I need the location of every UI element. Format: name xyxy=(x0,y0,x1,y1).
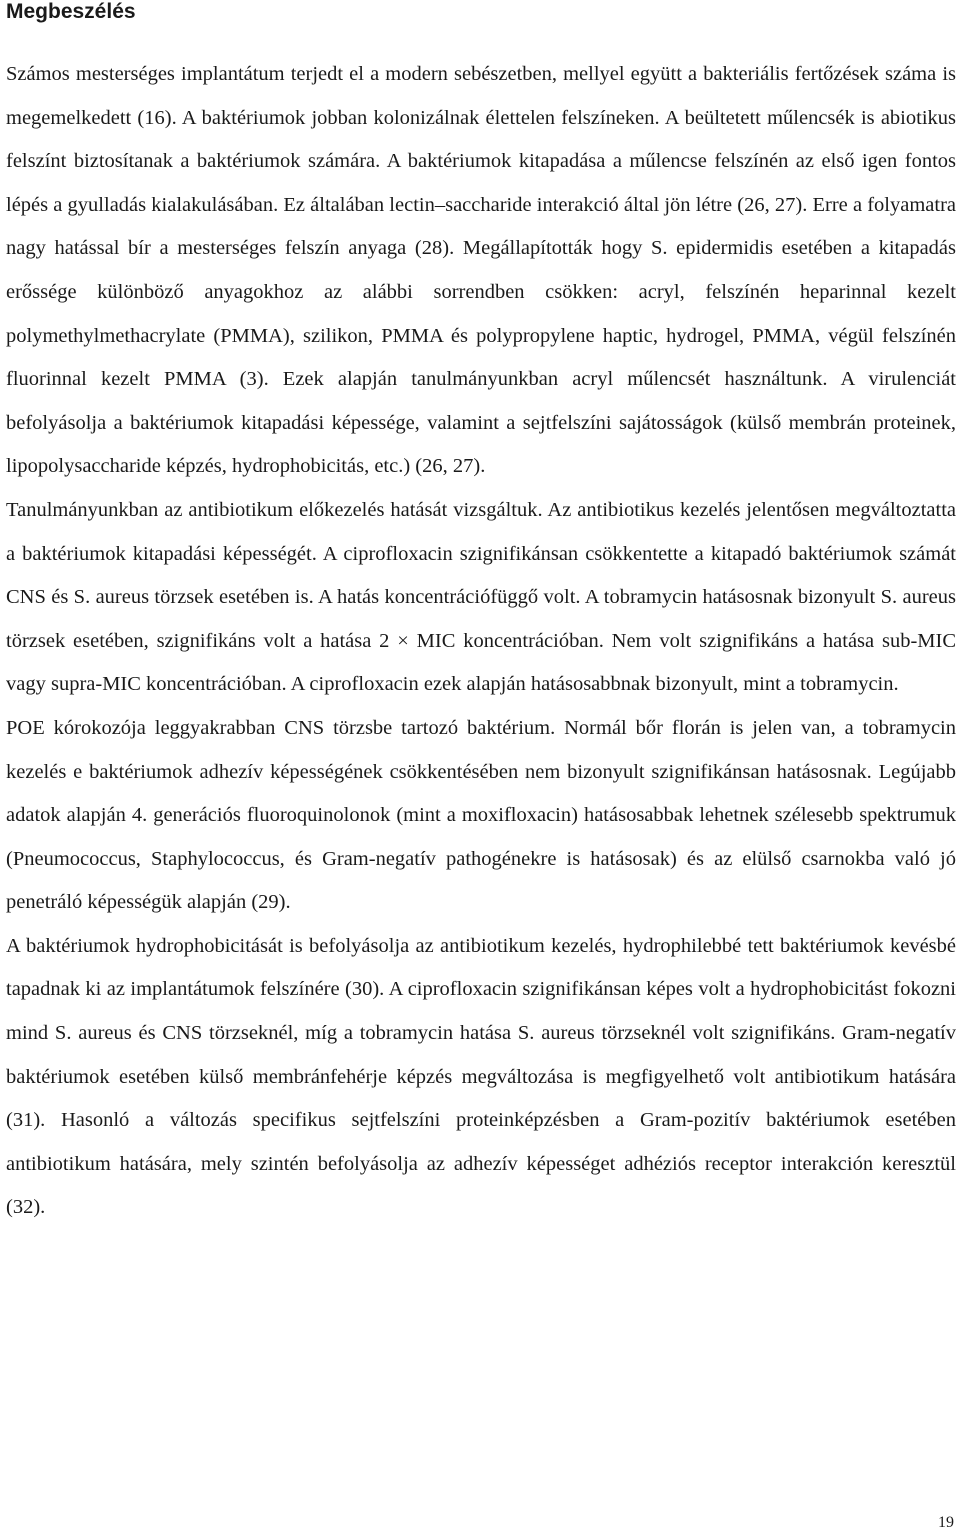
section-title: Megbeszélés xyxy=(6,0,136,23)
paragraph-hydrophobicity: A baktériumok hydrophobicitását is befolyásolja az antibiotikum kezelés, hydrophilebbé tett baktériumok kevésbé tapadnak ki az implantátumok felszínére (30). A ciprofloxacin szignifikánsan képes volt a hydrophobicitást fokozni mind S. aureus és CNS törzseknél, míg a tobramycin hatása S. aureus törzseknél volt szignifikáns. Gram-negatív baktériumok esetében külső membránfehérje képzés megváltozása is megfigyelhető volt antibiotikum hatására (31). Hasonló a változás specifikus sejtfelszíni proteinképzésben a Gram-pozitív baktériumok esetében antibiotikum hatására, mely szintén befolyásolja az adhezív képességet adhéziós receptor interakción keresztül (32). xyxy=(6,934,956,1219)
page-number: 19 xyxy=(938,1514,954,1531)
paragraph-poe-pathogens: POE kórokozója leggyakrabban CNS törzsbe tartozó baktérium. Normál bőr florán is jelen van, a tobramycin kezelés e baktériumok adhezív képességének csökkentésében nem bizonyult szignifikánsan hatásosnak. Legújabb adatok alapján 4. generációs fluoroquinolonok (mint a moxifloxacin) hatásosabbak lehetnek szélesebb spektrumuk (Pneumococcus, Staphylococcus, és Gram-negatív pathogénekre is hatásosak) és az elülső csarnokba való jó penetráló képességük alapján (29). xyxy=(6,716,956,914)
paragraph-study-results: Tanulmányunkban az antibiotikum előkezelés hatását vizsgáltuk. Az antibiotikus kezelés jelentősen megváltoztatta a baktériumok kitapadási képességét. A ciprofloxacin szignifikánsan csökkentette a kitapadó baktériumok számát CNS és S. aureus törzsek esetében is. A hatás koncentrációfüggő volt. A tobramycin hatásosnak bizonyult S. aureus törzsek esetében, szignifikáns volt a hatása 2 × MIC koncentrációban. Nem volt szignifikáns a hatása sub-MIC vagy supra-MIC koncentrációban. A ciprofloxacin ezek alapján hatásosabbnak bizonyult, mint a tobramycin. xyxy=(6,498,956,696)
paragraph-intro: Számos mesterséges implantátum terjedt el a modern sebészetben, mellyel együtt a bakteriális fertőzések száma is megemelkedett (16). A baktériumok jobban kolonizálnak élettelen felszíneken. A beültetett műlencsék is abiotikus felszínt biztosítanak a baktériumok számára. A baktériumok kitapadása a műlencse felszínén az első igen fontos lépés a gyulladás kialakulásában. Ez általában lectin–saccharide interakció által jön létre (26, 27). Erre a folyamatra nagy hatással bír a mesterséges felszín anyaga (28). Megállapították hogy S. epidermidis esetében a kitapadás erőssége különböző anyagokhoz az alábbi sorrendben csökken: acryl, felszínén heparinnal kezelt polymethylmethacrylate (PMMA), szilikon, PMMA és polypropylene haptic, hydrogel, PMMA, végül felszínén fluorinnal kezelt PMMA (3). Ezek alapján tanulmányunkban acryl műlencsét használtunk. A virulenciát befolyásolja a baktériumok kitapadási képessége, valamint a sejtfelszíni sajátosságok (külső membrán proteinek, lipopolysaccharide képzés, hydrophobicitás, etc.) (26, 27). xyxy=(6,63,956,478)
body-text xyxy=(6,53,956,1230)
